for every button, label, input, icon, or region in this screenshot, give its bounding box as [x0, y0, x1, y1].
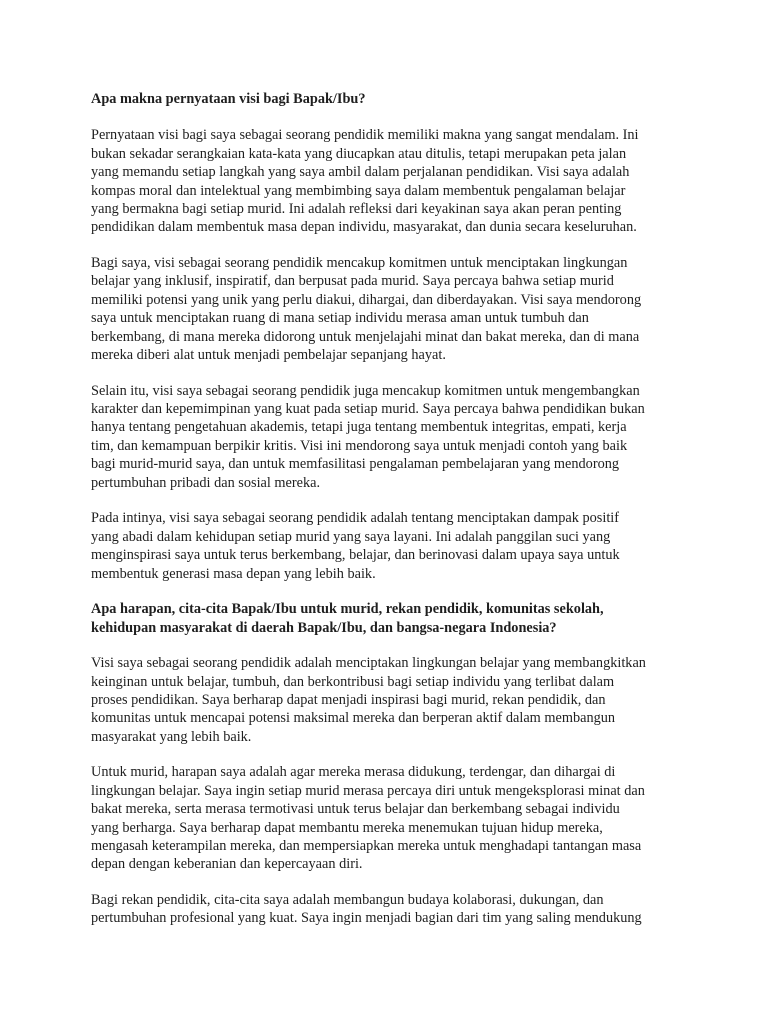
- text-line: bukan sekadar serangkaian kata-kata yang diucapkan atau ditulis, tetapi merupakan peta jalan: [91, 145, 627, 162]
- text-line: Bagi saya, visi sebagai seorang pendidik mencakup komitmen untuk menciptakan lingkungan: [91, 255, 628, 272]
- text-line: proses pendidikan. Saya berharap dapat menjadi inspirasi bagi murid, rekan pendidik, dan: [91, 691, 606, 708]
- text-line: masyarakat yang lebih baik.: [91, 728, 252, 745]
- section-2-heading: [91, 600, 691, 637]
- text-line: lingkungan belajar. Saya ingin setiap murid merasa percaya diri untuk mengeksplorasi minat dan: [91, 782, 645, 799]
- text-line: komunitas untuk mencapai potensi maksimal mereka dan berperan aktif dalam membangun: [91, 710, 616, 727]
- text-line: tim, dan kemampuan berpikir kritis. Visi ini mendorong saya untuk menjadi contoh yang baik: [91, 437, 628, 454]
- text-line: kompas moral dan intelektual yang membimbing saya dalam membentuk pengalaman belajar: [91, 182, 626, 199]
- text-line: Pernyataan visi bagi saya sebagai seorang pendidik memiliki makna yang sangat mendalam. Ini: [91, 127, 639, 144]
- text-line: berkembang, di mana mereka didorong untuk menjelajahi minat dan bakat mereka, dan di mana: [91, 328, 640, 345]
- section-1-paragraph-4: [91, 509, 691, 583]
- text-line: yang abadi dalam kehidupan setiap murid yang saya layani. Ini adalah panggilan suci yang: [91, 528, 611, 545]
- heading-line: Apa makna pernyataan visi bagi Bapak/Ibu?: [91, 91, 366, 107]
- text-line: menginspirasi saya untuk terus berkembang, belajar, dan berinovasi dalam upaya saya untuk: [91, 547, 620, 564]
- text-line: bagi murid-murid saya, dan untuk memfasilitasi pengalaman pembelajaran yang mendorong: [91, 456, 620, 473]
- text-line: hanya tentang pengetahuan akademis, tetapi juga tentang membentuk integritas, empati, kerja: [91, 419, 627, 436]
- text-line: pendidikan dalam membentuk masa depan individu, masyarakat, dan dunia secara keseluruhan.: [91, 219, 637, 236]
- text-line: Pada intinya, visi saya sebagai seorang pendidik adalah tentang menciptakan dampak positif: [91, 510, 620, 527]
- text-line: karakter dan kepemimpinan yang kuat pada setiap murid. Saya percaya bahwa pendidikan bukan: [91, 401, 645, 418]
- section-1-paragraph-2: [91, 254, 691, 364]
- text-line: Selain itu, visi saya sebagai seorang pendidik juga mencakup komitmen untuk mengembangkan: [91, 382, 640, 399]
- heading-line: kehidupan masyarakat di daerah Bapak/Ibu, dan bangsa-negara Indonesia?: [91, 619, 557, 636]
- text-line: membentuk generasi masa depan yang lebih baik.: [91, 565, 376, 582]
- text-line: Bagi rekan pendidik, cita-cita saya adalah membangun budaya kolaborasi, dukungan, dan: [91, 891, 604, 908]
- text-line: saya untuk menciptakan ruang di mana setiap individu merasa aman untuk tumbuh dan: [91, 310, 589, 327]
- text-line: memiliki potensi yang unik yang perlu diakui, dihargai, dan diberdayakan. Visi saya mendorong: [91, 291, 642, 308]
- document-content: [91, 90, 691, 928]
- section-2-paragraph-2: [91, 763, 691, 873]
- text-line: mengasah keterampilan mereka, dan mempersiapkan mereka untuk menghadapi tantangan masa: [91, 837, 642, 854]
- section-2-paragraph-1: [91, 654, 691, 746]
- text-line: yang berharga. Saya berharap dapat membantu mereka menemukan tujuan hidup mereka,: [91, 819, 603, 836]
- text-line: bakat mereka, serta merasa termotivasi untuk terus belajar dan berkembang sebagai individu: [91, 801, 620, 818]
- section-1-heading: [91, 90, 691, 108]
- section-2-paragraph-3: [91, 891, 691, 928]
- text-line: pertumbuhan pribadi dan sosial mereka.: [91, 474, 321, 491]
- text-line: keinginan untuk belajar, tumbuh, dan berkontribusi bagi setiap individu yang terlibat dalam: [91, 673, 615, 690]
- text-line: pertumbuhan profesional yang kuat. Saya ingin menjadi bagian dari tim yang saling mendukung: [91, 910, 642, 927]
- text-line: Visi saya sebagai seorang pendidik adalah menciptakan lingkungan belajar yang membangkitkan: [91, 655, 646, 672]
- text-line: yang memandu setiap langkah yang saya ambil dalam perjalanan pendidikan. Visi saya adalah: [91, 164, 630, 181]
- text-line: belajar yang inklusif, inspiratif, dan berpusat pada murid. Saya percaya bahwa setiap murid: [91, 273, 614, 290]
- section-1-paragraph-1: [91, 126, 691, 236]
- section-1-paragraph-3: [91, 382, 691, 492]
- heading-line: Apa harapan, cita-cita Bapak/Ibu untuk murid, rekan pendidik, komunitas sekolah,: [91, 601, 604, 618]
- text-line: yang bermakna bagi setiap murid. Ini adalah refleksi dari keyakinan saya akan peran penting: [91, 201, 622, 218]
- text-line: Untuk murid, harapan saya adalah agar mereka merasa didukung, terdengar, dan dihargai di: [91, 764, 616, 781]
- text-line: mereka diberi alat untuk menjadi pembelajar sepanjang hayat.: [91, 347, 446, 364]
- text-line: depan dengan keberanian dan kepercayaan diri.: [91, 856, 363, 873]
